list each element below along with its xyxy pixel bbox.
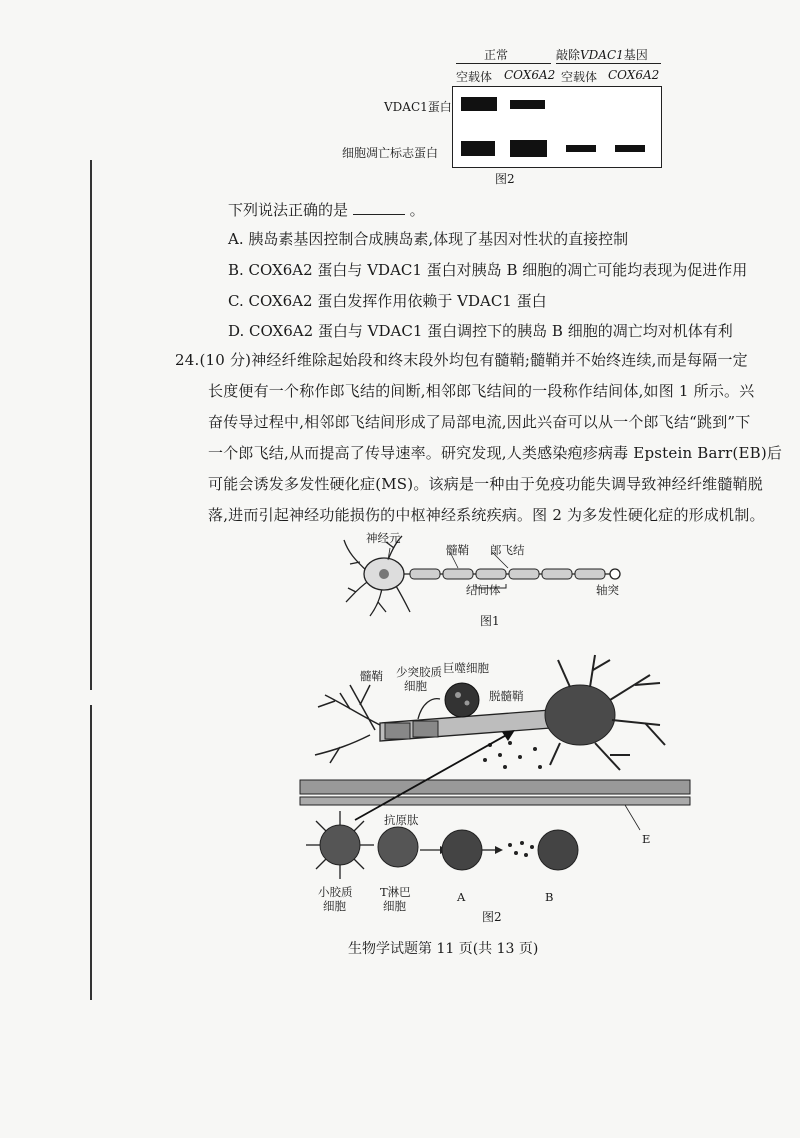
blot-group-normal: 正常 — [484, 48, 509, 62]
fig1-label-internode: 结间体 — [466, 583, 501, 597]
blot-group-knockout-underline — [556, 63, 661, 64]
blot-row-2-label: 细胞凋亡标志蛋白 — [342, 146, 439, 160]
blot-knockout-gene: VDAC1 — [580, 48, 624, 62]
fig2-label-macrophage: 巨噬细胞 — [443, 661, 489, 675]
band-vdac1-lane2 — [510, 100, 545, 109]
fig2-label-a: A — [457, 890, 466, 904]
fig2-label-tcell-1: T淋巴 — [380, 885, 411, 899]
fig2-label-microglia-2: 细胞 — [323, 899, 346, 913]
q23-stem-text: 下列说法正确的是 — [228, 201, 349, 219]
cell-b — [538, 830, 578, 870]
page-footer: 生物学试题第 11 页(共 13 页) — [348, 941, 539, 957]
blood-vessel-wall — [300, 780, 690, 794]
blot-row-1-label: VDAC1蛋白 — [384, 100, 452, 114]
band-apoptosis-lane4 — [615, 145, 645, 152]
q24-line: 一个郎飞结,从而提高了传导速率。研究发现,人类感染疱疹病毒 Epstein Barr(EB)后 — [208, 444, 783, 462]
band-vdac1-lane1 — [461, 97, 497, 111]
q23-option-b[interactable]: B. COX6A2 蛋白与 VDAC1 蛋白对胰岛 B 细胞的凋亡可能均表现为促进作用 — [228, 261, 748, 279]
axon-terminal-knob — [610, 569, 620, 579]
blood-vessel-wall — [300, 797, 690, 805]
fig2-label-e: E — [642, 832, 651, 846]
myelin-segment — [385, 723, 410, 739]
myelin-segment — [509, 569, 539, 579]
myelin-segment — [575, 569, 605, 579]
blot-col-2: COX6A2 — [504, 68, 556, 82]
t-cell — [378, 827, 418, 867]
band-apoptosis-lane3 — [566, 145, 596, 152]
blot-col-4: COX6A2 — [608, 68, 660, 82]
fig1-label-node: 郎飞结 — [490, 543, 525, 557]
margin-rule-top — [90, 160, 92, 690]
q23-option-a[interactable]: A. 胰岛素基因控制合成胰岛素,体现了基因对性状的直接控制 — [228, 230, 629, 248]
blot-caption: 图2 — [495, 172, 515, 186]
q24-line: 落,进而引起神经功能损伤的中枢神经系统疾病。图 2 为多发性硬化症的形成机制。 — [208, 506, 765, 524]
blot-membrane — [452, 86, 662, 168]
myelin-segment — [443, 569, 473, 579]
fig2-caption: 图2 — [482, 910, 502, 924]
q23-stem-end: 。 — [409, 201, 425, 219]
fig1-label-neuron: 神经元 — [366, 531, 401, 545]
fig2-label-microglia-1: 小胶质 — [318, 885, 353, 899]
q24-line: 奋传导过程中,相邻郎飞结间形成了局部电流,因此兴奋可以从一个郎飞结“跳到”下 — [208, 413, 751, 431]
band-apoptosis-lane1 — [461, 141, 495, 156]
myelin-segment — [476, 569, 506, 579]
fig1-label-axon: 轴突 — [596, 583, 619, 597]
q24-line: 24.(10 分)神经纤维除起始段和终末段外均包有髓鞘;髓鞘并不始终连续,而是每隔一定 — [175, 351, 748, 369]
fig2-label-myelin: 髓鞘 — [360, 669, 383, 683]
blot-knockout-suffix: 基因 — [623, 48, 648, 62]
myelin-segment — [413, 721, 438, 737]
fig2-label-tcell-2: 细胞 — [383, 899, 406, 913]
ms-mechanism-drawing — [290, 645, 700, 915]
blot-col-3: 空载体 — [561, 70, 598, 84]
microglia-cell — [306, 811, 374, 879]
fig2-label-oligo-1: 少突胶质 — [396, 665, 442, 679]
ms-neuron-soma — [545, 685, 615, 745]
blot-col-1: 空载体 — [456, 70, 493, 84]
q23-answer-blank[interactable] — [353, 200, 405, 215]
blot-group-knockout — [556, 46, 648, 63]
band-apoptosis-lane2 — [510, 140, 547, 157]
q24-line: 长度便有一个称作郎飞结的间断,相邻郎飞结间的一段称作结间体,如图 1 所示。兴 — [208, 382, 755, 400]
macrophage-cell — [445, 683, 479, 717]
blot-group-normal-underline — [456, 63, 551, 64]
fig2-label-b: B — [545, 890, 554, 904]
q24-paragraph — [175, 345, 783, 531]
q23-option-c[interactable]: C. COX6A2 蛋白发挥作用依赖于 VDAC1 蛋白 — [228, 292, 547, 310]
fig2-label-antigen: 抗原肽 — [384, 813, 419, 827]
fig1-caption: 图1 — [480, 614, 500, 628]
q24-line: 可能会诱发多发性硬化症(MS)。该病是一种由于免疫功能失调导致神经纤维髓鞘脱 — [208, 475, 763, 493]
fig2-label-demyelination: 脱髓鞘 — [489, 689, 524, 703]
myelin-segment — [542, 569, 572, 579]
cell-a — [442, 830, 482, 870]
fig2-label-oligo-2: 细胞 — [404, 679, 427, 693]
myelin-segment — [410, 569, 440, 579]
fig1-label-myelin: 髓鞘 — [446, 543, 469, 557]
q23-stem — [228, 200, 425, 220]
margin-rule-bottom — [90, 705, 92, 1000]
blot-knockout-prefix: 敲除 — [556, 48, 581, 62]
q23-option-d[interactable]: D. COX6A2 蛋白与 VDAC1 蛋白调控下的胰岛 B 细胞的凋亡均对机体有利 — [228, 322, 733, 340]
